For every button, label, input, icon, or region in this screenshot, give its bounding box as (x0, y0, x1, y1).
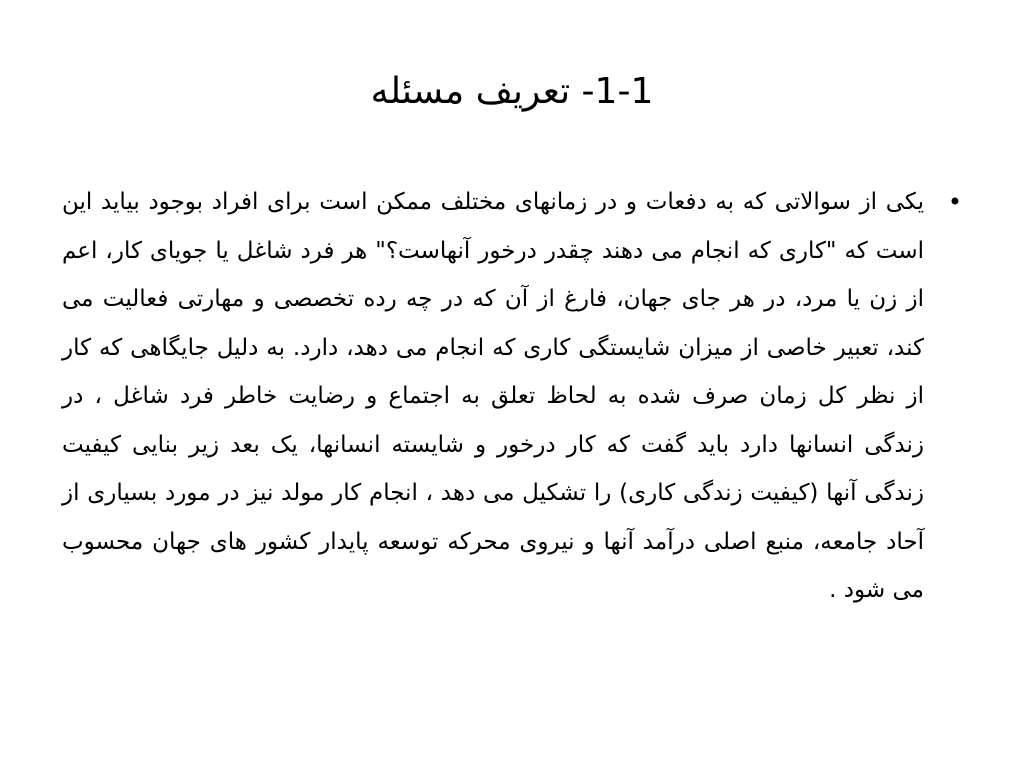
bullet-text: یکی از سوالاتی که به دفعات و در زمانهای مختلف ممکن است برای افراد بوجود بیاید این است که "کاری که انجام می دهند چقدر درخور آنهاست؟" هر فرد شاغل یا جویای کار، اعم از زن یا مرد، در هر جای جهان، فارغ از آن که در چه رده تخصصی و مهارتی فعالیت می کند، تعبیر خاصی از میزان شایستگی کاری که انجام می دهد، دارد. به دلیل جایگاهی که کار از نظر کل زمان صرف شده به لحاظ تعلق به اجتماع و رضایت خاطر فرد شاغل ، در زندگی انسانها دارد باید گفت که کار درخور و شایسته انسانها، یک بعد زیر بنایی کیفیت زندگی آنها (کیفیت زندگی کاری) را تشکیل می دهد ، انجام کار مولد نیز در مورد بسیاری از آحاد جامعه، منبع اصلی درآمد آنها و نیروی محرکه توسعه پایدار کشور های جهان محسوب می شود . (62, 189, 924, 603)
bullet-item (62, 178, 962, 615)
slide-body (62, 178, 962, 698)
bullet-icon: • (947, 188, 962, 216)
slide-title: 1-1- تعریف مسئله (370, 71, 654, 112)
